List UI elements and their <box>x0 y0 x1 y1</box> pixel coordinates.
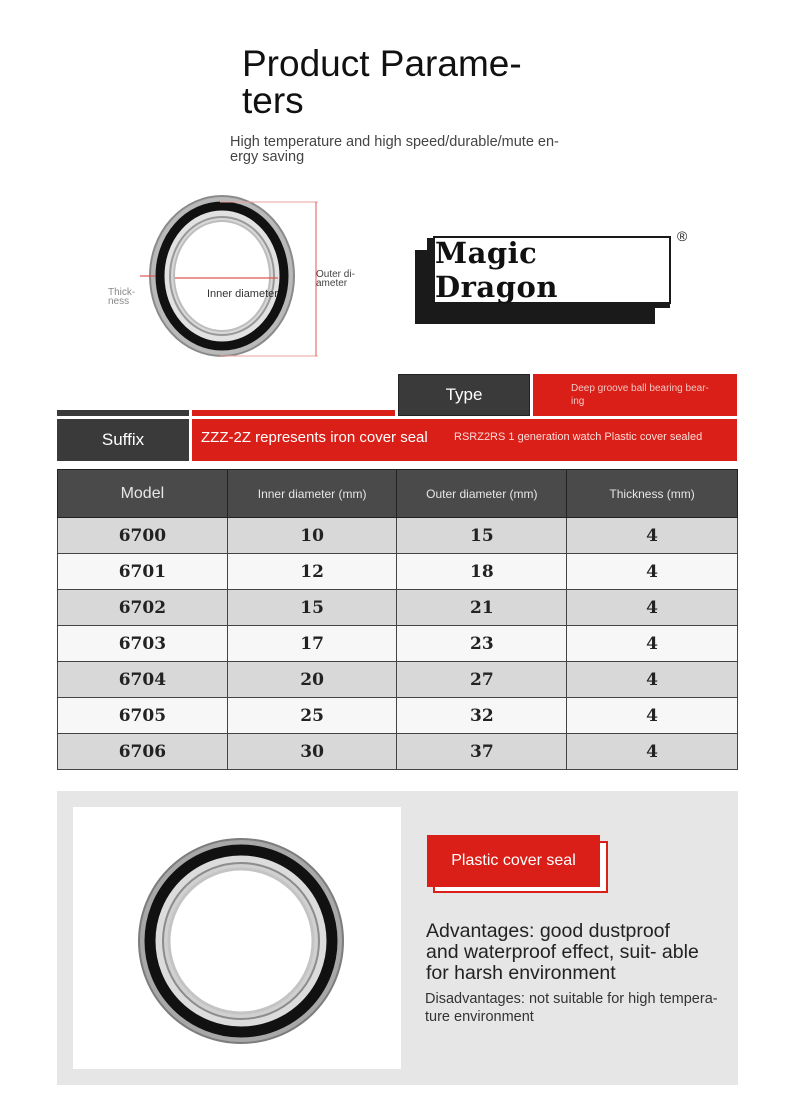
table-cell: 15 <box>397 518 567 554</box>
bearing-dimension-diagram <box>60 190 360 365</box>
table-row <box>58 698 738 734</box>
page-title: Product Parame- ters <box>242 43 522 121</box>
table-cell: 4 <box>567 734 738 770</box>
suffix-value-primary: ZZZ-2Z represents iron cover seal <box>201 429 428 446</box>
table-cell: 23 <box>397 626 567 662</box>
column-header-inner: Inner diameter (mm) <box>227 470 397 518</box>
table-cell: 27 <box>397 662 567 698</box>
outer-diameter-label: Outer di- ameter <box>316 269 355 289</box>
seal-type-badge <box>427 835 612 893</box>
feature-panel <box>57 791 738 1085</box>
bearing-icon <box>73 807 401 1069</box>
type-value-text: Deep groove ball bearing bear- ing <box>571 383 709 407</box>
brand-name: Magic Dragon <box>435 236 558 304</box>
divider-dark <box>57 410 189 416</box>
inner-diameter-label: Inner diameter <box>207 288 278 300</box>
table-cell: 6703 <box>58 626 228 662</box>
table-row <box>58 554 738 590</box>
logo-frame <box>433 236 671 304</box>
table-cell: 4 <box>567 626 738 662</box>
table-cell: 12 <box>227 554 397 590</box>
seal-type-label: Plastic cover seal <box>427 835 600 887</box>
table-cell: 6704 <box>58 662 228 698</box>
column-header-model: Model <box>58 470 228 518</box>
table-cell: 10 <box>227 518 397 554</box>
brand-logo <box>415 236 675 326</box>
table-cell: 20 <box>227 662 397 698</box>
table-cell: 37 <box>397 734 567 770</box>
bearing-diagram-icon <box>60 190 360 365</box>
bearing-photo <box>73 807 401 1069</box>
table-cell: 4 <box>567 518 738 554</box>
table-cell: 4 <box>567 554 738 590</box>
table-cell: 25 <box>227 698 397 734</box>
table-row <box>58 590 738 626</box>
table-header-row <box>58 470 738 518</box>
spec-table <box>57 469 738 770</box>
suffix-value-secondary: RSRZ2RS 1 generation watch Plastic cover sealed <box>454 431 703 443</box>
table-cell: 21 <box>397 590 567 626</box>
table-row <box>58 662 738 698</box>
table-row <box>58 734 738 770</box>
registered-mark: ® <box>677 228 688 244</box>
column-header-outer: Outer diameter (mm) <box>397 470 567 518</box>
table-row <box>58 518 738 554</box>
table-cell: 6706 <box>58 734 228 770</box>
table-row <box>58 626 738 662</box>
suffix-value-cell <box>192 419 737 461</box>
table-cell: 17 <box>227 626 397 662</box>
column-header-thickness: Thickness (mm) <box>567 470 738 518</box>
table-cell: 32 <box>397 698 567 734</box>
table-cell: 30 <box>227 734 397 770</box>
table-cell: 15 <box>227 590 397 626</box>
divider-red <box>192 410 395 416</box>
type-label-cell: Type <box>398 374 530 416</box>
table-cell: 6705 <box>58 698 228 734</box>
disadvantages-text: Disadvantages: not suitable for high tempera- ture environment <box>425 991 718 1025</box>
table-cell: 6701 <box>58 554 228 590</box>
table-cell: 4 <box>567 698 738 734</box>
table-cell: 4 <box>567 590 738 626</box>
thickness-label: Thick- ness <box>108 287 136 307</box>
table-cell: 6702 <box>58 590 228 626</box>
advantages-text: Advantages: good dustproof and waterproof effect, suit- able for harsh environment <box>426 920 699 984</box>
table-cell: 18 <box>397 554 567 590</box>
suffix-label-cell: Suffix <box>57 419 189 461</box>
table-cell: 6700 <box>58 518 228 554</box>
table-cell: 4 <box>567 662 738 698</box>
type-value-cell <box>533 374 737 416</box>
page-subtitle: High temperature and high speed/durable/mute en- ergy saving <box>230 134 559 165</box>
